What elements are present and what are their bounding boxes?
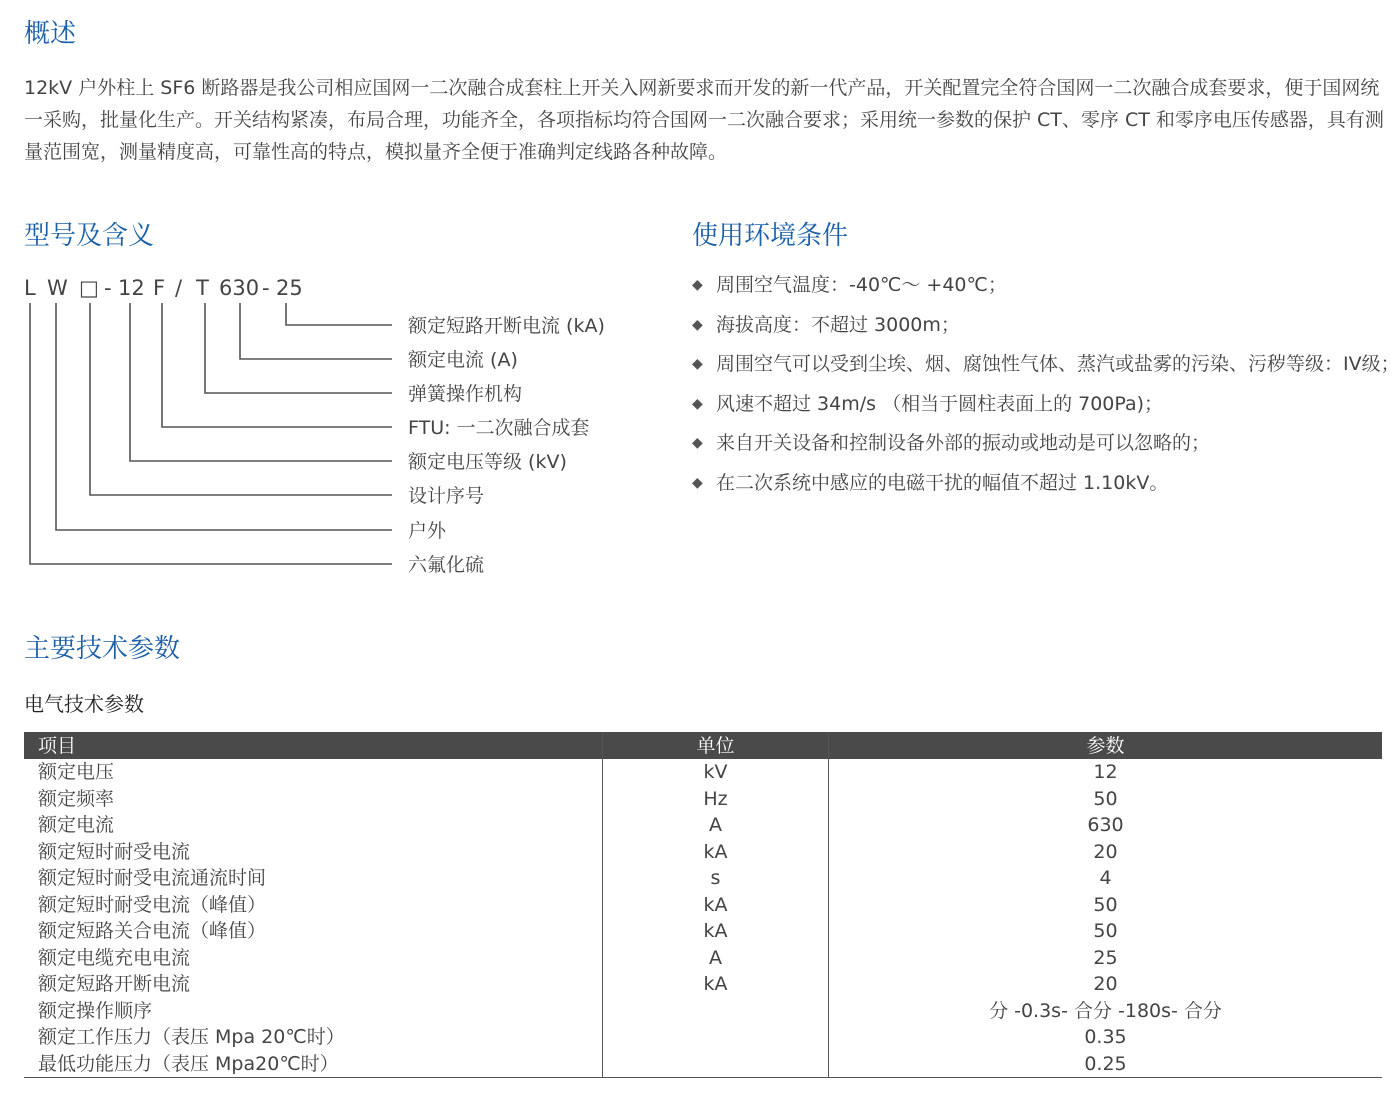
electrical-params-table xyxy=(24,732,1382,1078)
diamond-bullet-icon: ◆ xyxy=(692,277,703,293)
diamond-bullet-icon: ◆ xyxy=(692,356,703,372)
cell-item: 额定短时耐受电流 xyxy=(38,840,191,863)
environment-item-text: 风速不超过 34m/s （相当于圆柱表面上的 700Pa)； xyxy=(716,392,1164,415)
cell-item: 额定短路关合电流（峰值） xyxy=(38,920,267,943)
table-row xyxy=(24,918,1382,945)
label-rated-voltage: 额定电压等级 (kV) xyxy=(408,451,567,473)
code-letter-f: F xyxy=(153,276,166,300)
table-row xyxy=(24,998,1382,1025)
cell-unit: kA xyxy=(603,892,829,919)
table-row xyxy=(24,1051,1382,1078)
cell-item: 额定短时耐受电流（峰值） xyxy=(38,893,267,916)
label-outdoor: 户外 xyxy=(408,520,447,542)
label-spring-mechanism: 弹簧操作机构 xyxy=(408,383,523,405)
leader-line-ftu xyxy=(162,303,392,427)
code-design-box: □ xyxy=(79,276,99,300)
model-title: 型号及含义 xyxy=(24,221,155,251)
code-letter-t: T xyxy=(196,276,209,300)
diamond-bullet-icon: ◆ xyxy=(692,395,703,412)
code-current: 630 xyxy=(219,276,260,300)
cell-unit xyxy=(603,1051,829,1078)
table-row xyxy=(24,786,1382,813)
environment-item-text: 在二次系统中感应的电磁干扰的幅值不超过 1.10kV。 xyxy=(716,471,1169,494)
cell-value: 分 -0.3s- 合分 -180s- 合分 xyxy=(829,998,1383,1025)
code-dash: - xyxy=(262,276,270,300)
leader-line-rated-current xyxy=(240,303,392,359)
leader-line-sf6 xyxy=(30,303,392,564)
cell-value: 25 xyxy=(829,945,1383,972)
list-item xyxy=(692,351,1400,391)
table-row xyxy=(24,839,1382,866)
table-header-row xyxy=(24,732,1382,759)
cell-item: 额定电缆充电电流 xyxy=(38,946,191,969)
cell-item: 最低功能压力（表压 Mpa20℃时） xyxy=(24,1051,603,1078)
label-ftu: FTU: 一二次融合成套 xyxy=(408,417,590,439)
cell-value: 630 xyxy=(829,812,1383,839)
cell-value: 20 xyxy=(829,839,1383,866)
cell-unit: kA xyxy=(603,971,829,998)
diamond-bullet-icon: ◆ xyxy=(692,435,703,451)
list-item xyxy=(692,430,1400,470)
code-slash: / xyxy=(175,276,183,300)
table-row xyxy=(24,865,1382,892)
cell-unit: kA xyxy=(603,918,829,945)
overview-text: 12kV 户外柱上 SF6 断路器是我公司相应国网一二次融合成套柱上开关入网新要求而开发的新一代产品，开关配置完全符合国网一二次融合成套要求，便于国网统一采购，批量化生产。开关结构紧凑，布局合理，功能齐全，各项指标均符合国网一二次融合要求；采用统一参数的保护 CT、零序 CT 和零序电压传感器，具有测量范围宽，测量精度高，可靠性高的特点，模拟量齐全便于准确判定线路各种故障。 xyxy=(24,77,1384,163)
tech-title: 主要技术参数 xyxy=(24,634,181,664)
cell-item: 额定电流 xyxy=(38,814,115,837)
leader-line-spring xyxy=(205,303,392,393)
cell-unit xyxy=(603,1024,829,1051)
cell-unit: A xyxy=(603,812,829,839)
diamond-bullet-icon: ◆ xyxy=(692,474,703,491)
table-row xyxy=(24,812,1382,839)
cell-unit: Hz xyxy=(603,786,829,813)
cell-value: 50 xyxy=(829,918,1383,945)
tech-subtitle: 电气技术参数 xyxy=(24,692,144,716)
list-item xyxy=(692,272,1400,312)
list-item xyxy=(692,391,1400,431)
cell-unit: A xyxy=(603,945,829,972)
label-rated-current: 额定电流 (A) xyxy=(408,349,518,371)
cell-item: 额定频率 xyxy=(38,787,115,810)
label-design-serial: 设计序号 xyxy=(408,485,485,507)
diamond-bullet-icon: ◆ xyxy=(692,316,703,333)
code-letter-l: L xyxy=(24,276,36,300)
environment-item-text: 周围空气可以受到尘埃、烟、腐蚀性气体、蒸汽或盐雾的污染、污秽等级：IV级； xyxy=(716,353,1400,375)
column-header-unit: 单位 xyxy=(603,732,829,759)
cell-unit: kV xyxy=(603,759,829,786)
label-breaking-current: 额定短路开断电流 (kA) xyxy=(408,315,605,337)
cell-value: 50 xyxy=(829,786,1383,813)
cell-value: 0.35 xyxy=(829,1024,1383,1051)
cell-item: 额定短时耐受电流通流时间 xyxy=(38,867,267,890)
label-sf6: 六氟化硫 xyxy=(408,554,485,576)
overview-title: 概述 xyxy=(24,19,77,49)
code-voltage: 12 xyxy=(118,276,145,300)
list-item xyxy=(692,312,1400,352)
environment-title: 使用环境条件 xyxy=(692,221,849,251)
cell-item: 额定短路开断电流 xyxy=(38,973,191,996)
code-letter-w: W xyxy=(47,276,68,300)
column-header-item: 项目 xyxy=(24,732,603,759)
code-breaking: 25 xyxy=(276,276,303,300)
cell-unit: s xyxy=(603,865,829,892)
column-header-value: 参数 xyxy=(829,732,1383,759)
table-row xyxy=(24,892,1382,919)
cell-value: 4 xyxy=(829,865,1383,892)
cell-value: 12 xyxy=(829,759,1383,786)
table-row xyxy=(24,945,1382,972)
cell-value: 0.25 xyxy=(829,1051,1383,1078)
cell-unit xyxy=(603,998,829,1025)
cell-unit: kA xyxy=(603,839,829,866)
leader-line-design xyxy=(90,303,392,495)
environment-item-text: 海拔高度：不超过 3000m； xyxy=(716,313,960,336)
cell-item: 额定工作压力（表压 Mpa 20℃时） xyxy=(38,1026,345,1049)
list-item xyxy=(692,470,1400,510)
cell-value: 20 xyxy=(829,971,1383,998)
environment-item-text: 周围空气温度：-40℃～ +40℃； xyxy=(716,274,1007,296)
environment-item-text: 来自开关设备和控制设备外部的振动或地动是可以忽略的； xyxy=(716,432,1211,454)
environment-list xyxy=(692,272,1400,509)
cell-value: 50 xyxy=(829,892,1383,919)
model-code-diagram xyxy=(0,0,650,600)
cell-item: 额定操作顺序 xyxy=(38,999,153,1022)
leader-line-outdoor xyxy=(56,303,392,530)
table-row xyxy=(24,759,1382,786)
leader-line-breaking-current xyxy=(286,303,392,325)
leader-line-voltage xyxy=(130,303,392,461)
cell-item: 额定电压 xyxy=(38,761,115,784)
code-dash: - xyxy=(104,276,112,300)
table-row xyxy=(24,1024,1382,1051)
table-row xyxy=(24,971,1382,998)
